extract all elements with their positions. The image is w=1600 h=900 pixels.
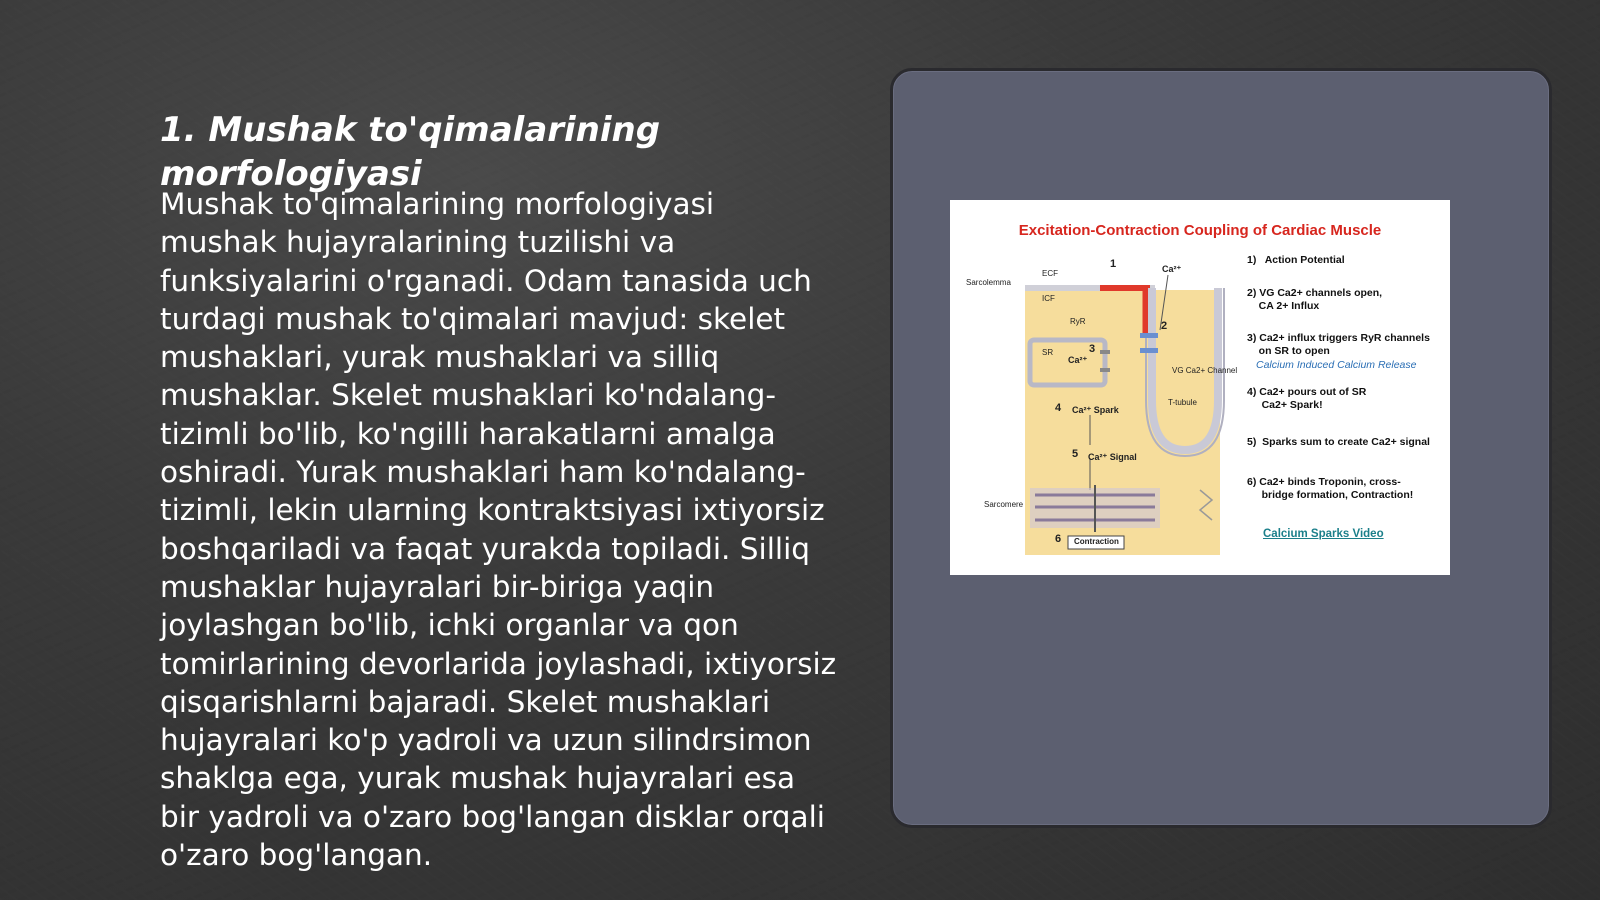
label-spark: Ca²⁺ Spark [1072, 405, 1119, 415]
step-2: 2) VG Ca2+ channels open, CA 2+ Influx [1247, 287, 1383, 312]
label-ecf: ECF [1042, 269, 1058, 278]
figure-title: Excitation-Contraction Coupling of Cardiac Muscle [1018, 222, 1382, 239]
step-number-2: 2 [1161, 320, 1168, 332]
label-sarcomere: Sarcomere [984, 500, 1024, 509]
step-1: 1) Action Potential [1247, 254, 1345, 266]
cardiac-diagram [950, 200, 1450, 575]
label-ca-sr: Ca²⁺ [1068, 355, 1088, 365]
label-vg-channel: VG Ca2+ Channel [1172, 366, 1238, 375]
label-ca-top: Ca²⁺ [1162, 264, 1182, 274]
label-icf: ICF [1042, 294, 1055, 303]
step-3-subtitle: Calcium Induced Calcium Release [1256, 359, 1417, 371]
step-6: 6) Ca2+ binds Troponin, cross- bridge formation, Contraction! [1247, 476, 1414, 501]
ec-coupling-figure [950, 200, 1450, 575]
label-contraction: Contraction [1074, 537, 1119, 546]
label-t-tubule: T-tubule [1168, 398, 1197, 407]
step-number-3: 3 [1089, 343, 1096, 355]
calcium-sparks-video-link[interactable]: Calcium Sparks Video [1263, 528, 1384, 540]
label-ryr: RyR [1070, 317, 1086, 326]
step-number-1: 1 [1110, 258, 1117, 270]
label-sarcolemma: Sarcolemma [966, 278, 1011, 287]
step-number-6: 6 [1055, 533, 1062, 545]
label-signal: Ca²⁺ Signal [1088, 452, 1137, 462]
step-4: 4) Ca2+ pours out of SR Ca2+ Spark! [1247, 386, 1367, 411]
slide-title: 1. Mushak to'qimalarining morfologiyasi [160, 110, 661, 194]
label-sr: SR [1042, 348, 1054, 357]
vg-channel [1140, 333, 1158, 338]
slide-body-text: Mushak to'qimalarining morfologiyasi mushak hujayralarining tuzilishi va funksiyalarini o'rganadi. Odam tanasida uch turdagi mushak to'qimalari mavjud: skelet mushaklari, yurak mushaklari va silliq mushaklar. Skelet mushaklari ko'ndalang-tizimli bo'lib, ko'ngilli harakatlarni amalga oshiradi. Yurak mushaklari ham ko'ndalang-tizimli, lekin ularning kontraktsiyasi ixtiyorsiz boshqariladi va faqat yurakda topiladi. Silliq mushaklar hujayralari bir-biriga yaqin joylashgan bo'lib, ichki organlar va qon tomirlarining devorlarida joylashadi, ixtiyorsiz qisqarishlarni bajaradi. Skelet mushaklari hujayralari ko'p yadroli va uzun silindrsimon shaklga ega, yurak mushak hujayralari esa bir yadroli va o'zaro bog'langan disklar orqali o'zaro bog'langan. [160, 187, 837, 873]
step-5: 5) Sparks sum to create Ca2+ signal [1247, 436, 1430, 448]
step-number-4: 4 [1055, 402, 1062, 414]
step-number-5: 5 [1072, 448, 1079, 460]
step-3: 3) Ca2+ influx triggers RyR channels on SR to open [1247, 332, 1430, 357]
